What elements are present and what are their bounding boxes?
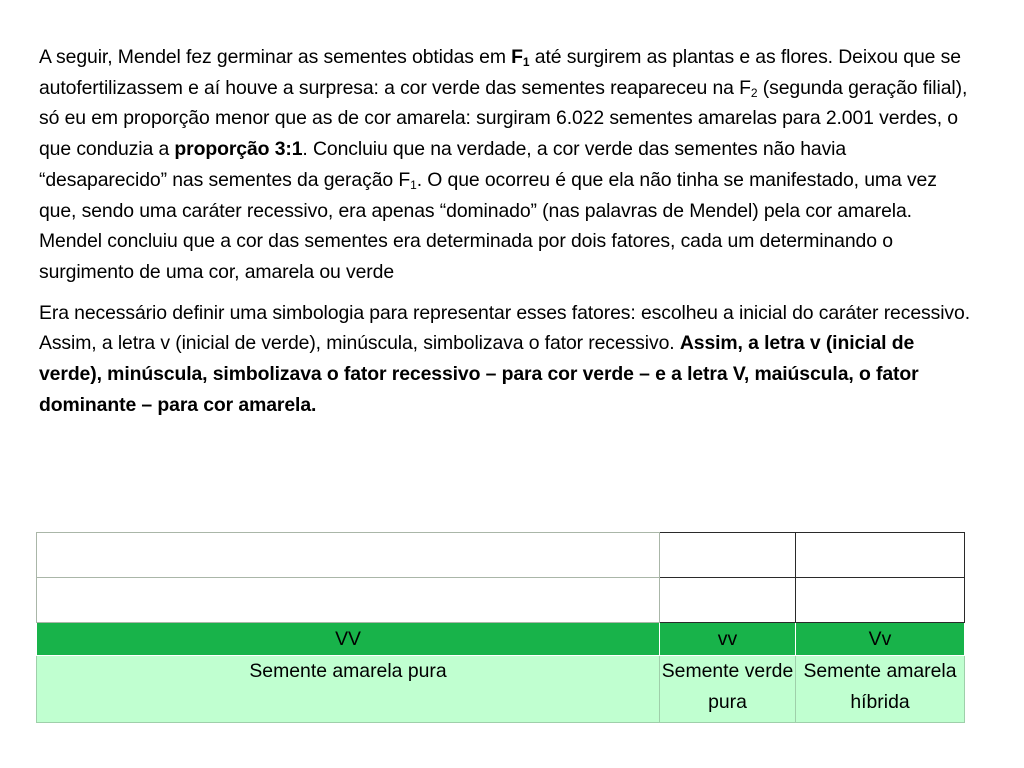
f1-subscript: 1 — [410, 177, 417, 192]
text-run: Era necessário definir uma simbologia para representar esses fatores: escolheu a inicial do caráter recessivo. Assim, a letra v (inicial de verde), minúscula, simbolizava o fator recessivo. — [39, 301, 970, 355]
paragraph-symbology — [39, 298, 974, 421]
paragraph-mendel-f2 — [39, 42, 974, 288]
f2-subscript: 2 — [750, 85, 758, 100]
empty-cell — [660, 533, 796, 578]
empty-row — [37, 533, 965, 578]
empty-cell — [796, 578, 965, 623]
phenotype-green-pure: Semente verde pura — [660, 656, 796, 723]
empty-cell — [37, 533, 660, 578]
phenotype-row — [37, 656, 965, 723]
genotype-vv-dominant: VV — [37, 623, 660, 656]
text-block — [39, 42, 974, 420]
f1-symbol: $F_1$ — [511, 46, 530, 69]
text-run: até surgirem as plantas e as flores. Deixou que se autofertilizassem e aí houve a surpresa: a cor verde das sementes reapareceu na F — [39, 46, 961, 99]
text-run: A seguir, Mendel fez germinar as sementes obtidas em — [39, 46, 512, 68]
genotype-header-row — [37, 623, 965, 656]
text-run: . Concluiu que na verdade, a cor verde das sementes não havia “desaparecido” nas sementes da geração F — [39, 138, 847, 191]
ratio-bold: proporção 3:1 — [174, 138, 303, 161]
empty-row — [37, 578, 965, 623]
empty-cell — [796, 533, 965, 578]
genotype-vv-recessive: vv — [660, 623, 796, 656]
symbology-bold: Assim, a letra v (inicial de verde), minúscula, simbolizava o fator recessivo – para cor verde – e a letra V, maiúscula, o fator dominante – para cor amarela. — [39, 332, 919, 416]
phenotype-yellow-hybrid: Semente amarela híbrida — [796, 656, 965, 723]
text-run: (segunda geração filial), só eu em proporção menor que as de cor amarela: surgiram 6.022 sementes amarelas para 2.001 verdes, o que conduzia a — [39, 76, 968, 161]
text-run: . O que ocorreu é que ela não tinha se manifestado, uma vez que, sendo uma caráter recessivo, era apenas “dominado” (nas palavras de Mendel) pela cor amarela. Mendel concluiu que a cor das sementes era determinada por dois fatores, cada um determinando o surgimento de uma cor, amarela ou verde — [39, 168, 937, 283]
genotype-vv-hybrid: Vv — [796, 623, 965, 656]
empty-cell — [660, 578, 796, 623]
genotype-table — [36, 532, 965, 723]
empty-cell — [37, 578, 660, 623]
phenotype-yellow-pure: Semente amarela pura — [37, 656, 660, 723]
